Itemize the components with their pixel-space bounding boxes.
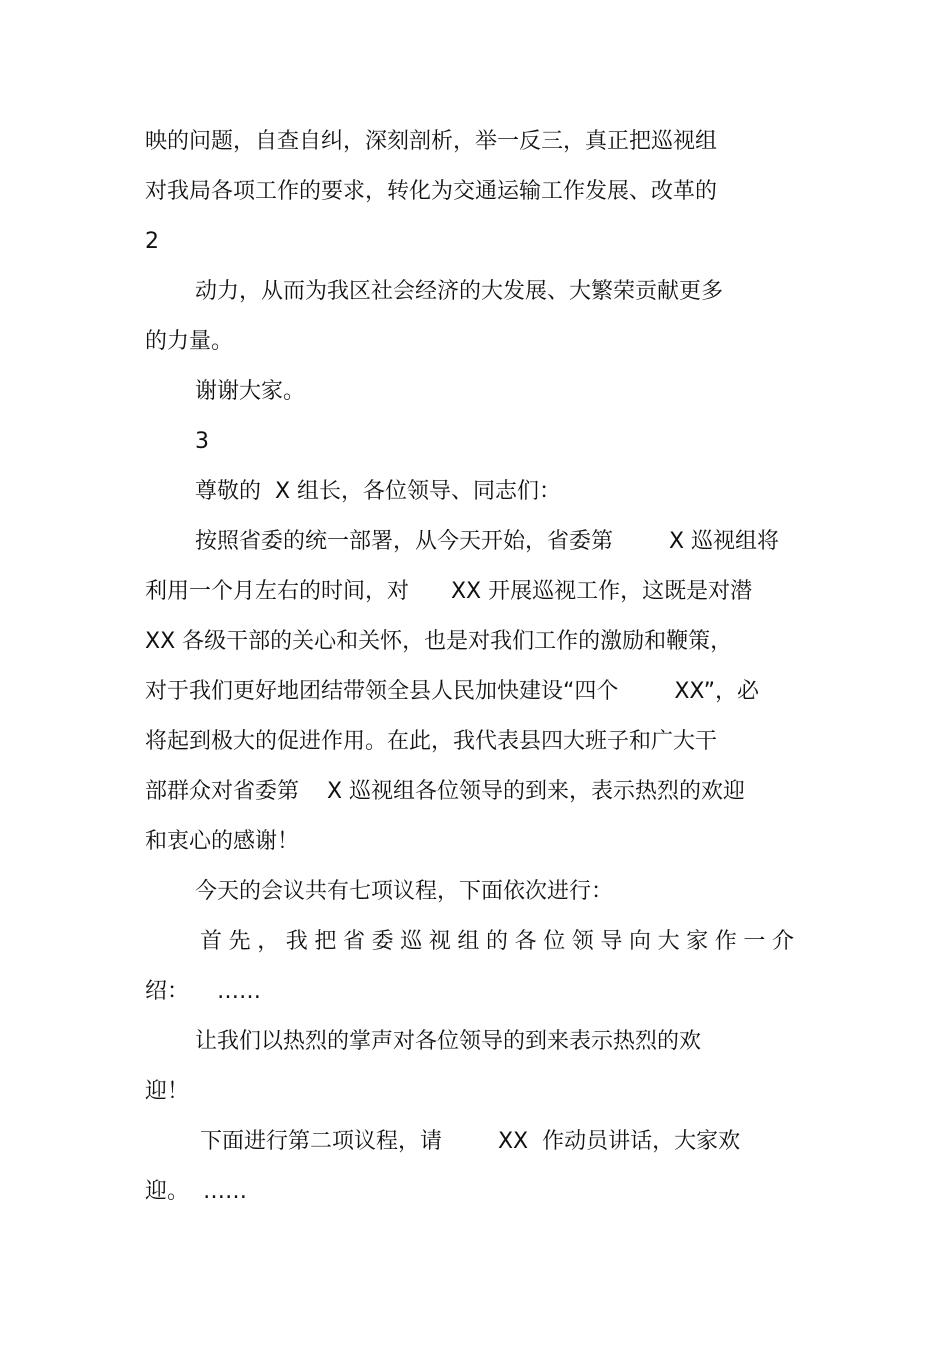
body-text-line: 部群众对省委第 X 巡视组各位领导的到来，表示热烈的欢迎 bbox=[145, 779, 746, 804]
body-text-line: 迎！ bbox=[145, 1079, 190, 1104]
body-text-line: 绍： …… bbox=[145, 979, 261, 1004]
body-text-line: 动力，从而为我区社会经济的大发展、大繁荣贡献更多 bbox=[195, 279, 724, 304]
page-number: 2 bbox=[145, 229, 159, 254]
body-text-line: 的力量。 bbox=[145, 329, 234, 354]
body-text-line: 映的问题，自查自纠，深刻剖析，举一反三，真正把巡视组 bbox=[145, 129, 718, 154]
page-number: 3 bbox=[195, 429, 209, 454]
body-text-line: 将起到极大的促进作用。在此，我代表县四大班子和广大干 bbox=[145, 729, 718, 754]
body-text-line: 按照省委的统一部署，从今天开始，省委第 X 巡视组将 bbox=[195, 529, 780, 554]
salutation: 尊敬的 X 组长，各位领导、同志们： bbox=[195, 479, 562, 504]
body-text-line: 迎。 …… bbox=[145, 1179, 247, 1204]
body-text-line: 今天的会议共有七项议程，下面依次进行： bbox=[195, 879, 614, 904]
body-text-line: 利用一个月左右的时间，对 XX 开展巡视工作，这既是对潜 bbox=[145, 579, 753, 604]
closing-line: 谢谢大家。 bbox=[195, 379, 306, 404]
body-text-line: 对我局各项工作的要求，转化为交通运输工作发展、改革的 bbox=[145, 179, 718, 204]
body-text-line: 和衷心的感谢！ bbox=[145, 829, 300, 854]
body-text-line: 对于我们更好地团结带领全县人民加快建设“四个 XX”，必 bbox=[145, 679, 759, 704]
body-text-line: 让我们以热烈的掌声对各位领导的到来表示热烈的欢 bbox=[195, 1029, 702, 1054]
body-text-line: XX 各级干部的关心和关怀，也是对我们工作的激励和鞭策， bbox=[145, 629, 733, 654]
body-text-line: 下面进行第二项议程，请 XX 作动员讲话，大家欢 bbox=[200, 1129, 741, 1154]
body-text-line: 首先，我把省委巡视组的各位领导向大家作一介 bbox=[200, 929, 801, 954]
